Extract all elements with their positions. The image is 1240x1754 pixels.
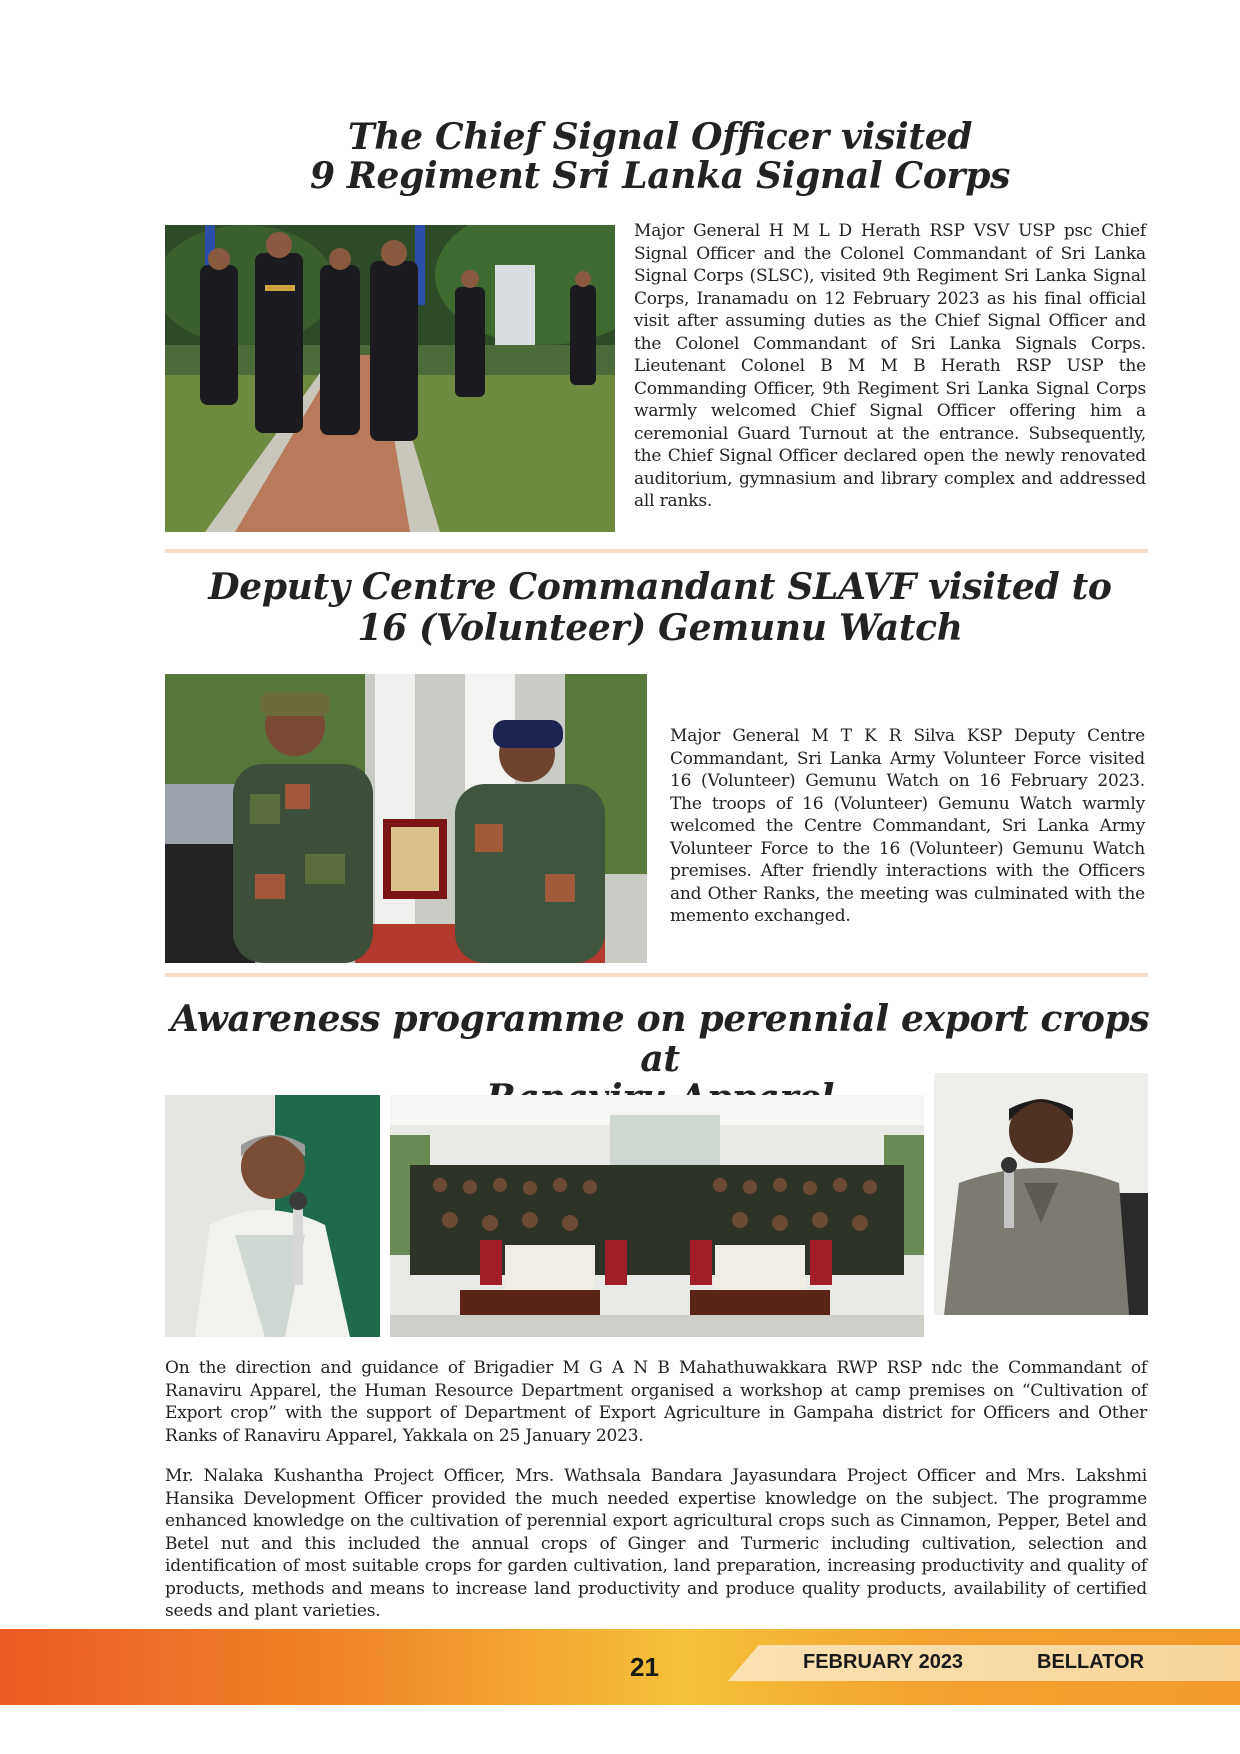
- article-1-title-line-2: 9 Regiment Sri Lanka Signal Corps: [309, 154, 1011, 197]
- article-1-title: [150, 118, 1170, 196]
- article-3-photo-speaker-man: [934, 1073, 1148, 1315]
- magazine-name: BELLATOR: [1037, 1651, 1145, 1673]
- article-1-body: Major General H M L D Herath RSP VSV USP psc Chief Signal Officer and the Colonel Commandant of Sri Lanka Signal Corps (SLSC), visited 9th Regiment Sri Lanka Signal Corps, Iranamadu on 12 February 2023 as his final official visit after assuming duties as the Chief Signal Officer and the Colonel Commandant of Sri Lanka Signals Corps. Lieutenant Colonel B M M B Herath RSP USP the Commanding Officer, 9th Regiment Sri Lanka Signal Corps warmly welcomed Chief Signal Officer offering him a ceremonial Guard Turnout at the entrance. Subsequently, the Chief Signal Officer declared open the newly renovated auditorium, gymnasium and library complex and addressed all ranks.: [634, 221, 1146, 511]
- article-3-paragraph-1: On the direction and guidance of Brigadier M G A N B Mahathuwakkara RWP RSP ndc the Commandant of Ranaviru Apparel, the Human Resource Department organised a workshop at camp premises on “Cultivation of Export crop” with the support of Department of Export Agriculture in Gampaha district for Officers and Other Ranks of Ranaviru Apparel, Yakkala on 25 January 2023.: [165, 1358, 1147, 1446]
- section-divider-1: [165, 549, 1148, 553]
- section-divider-2: [165, 973, 1148, 977]
- article-1-title-line-1: The Chief Signal Officer visited: [347, 116, 973, 158]
- issue-date: FEBRUARY 2023: [803, 1651, 964, 1673]
- article-2-title-line-1: Deputy Centre Commandant SLAVF visited to: [208, 566, 1112, 608]
- article-3-paragraph-2: Mr. Nalaka Kushantha Project Officer, Mrs. Wathsala Bandara Jayasundara Project Officer and Mrs. Lakshmi Hansika Development Officer provided the much needed expertise knowledge on the subject. The programme enhanced knowledge on the cultivation of perennial export agricultural crops such as Cinnamon, Pepper, Betel and Betel nut and this included the annual crops of Ginger and Turmeric including cultivation, selection and identification of most suitable crops for garden cultivation, land preparation, increasing productivity and quality of products, methods and means to increase land productivity and produce quality products, availability of certified seeds and plant varieties.: [165, 1466, 1147, 1621]
- article-1-photo: [165, 225, 615, 532]
- article-3-photo-audience: [390, 1095, 924, 1337]
- page-number: 21: [630, 1652, 659, 1682]
- article-2-title-line-2: 16 (Volunteer) Gemunu Watch: [357, 607, 963, 650]
- article-3-photo-speaker-woman: [165, 1095, 380, 1337]
- article-3-title-line-1: Awareness programme on perennial export crops at: [170, 998, 1150, 1080]
- article-2-body: Major General M T K R Silva KSP Deputy Centre Commandant, Sri Lanka Army Volunteer Force visited 16 (Volunteer) Gemunu Watch on 16 February 2023. The troops of 16 (Volunteer) Gemunu Watch warmly welcomed the Centre Commandant, Sri Lanka Army Volunteer Force to the 16 (Volunteer) Gemunu Watch premises. After friendly interactions with the Officers and Other Ranks, the meeting was culminated with the memento exchanged.: [670, 726, 1145, 926]
- article-2-title: [150, 567, 1170, 650]
- article-2-photo: [165, 674, 647, 963]
